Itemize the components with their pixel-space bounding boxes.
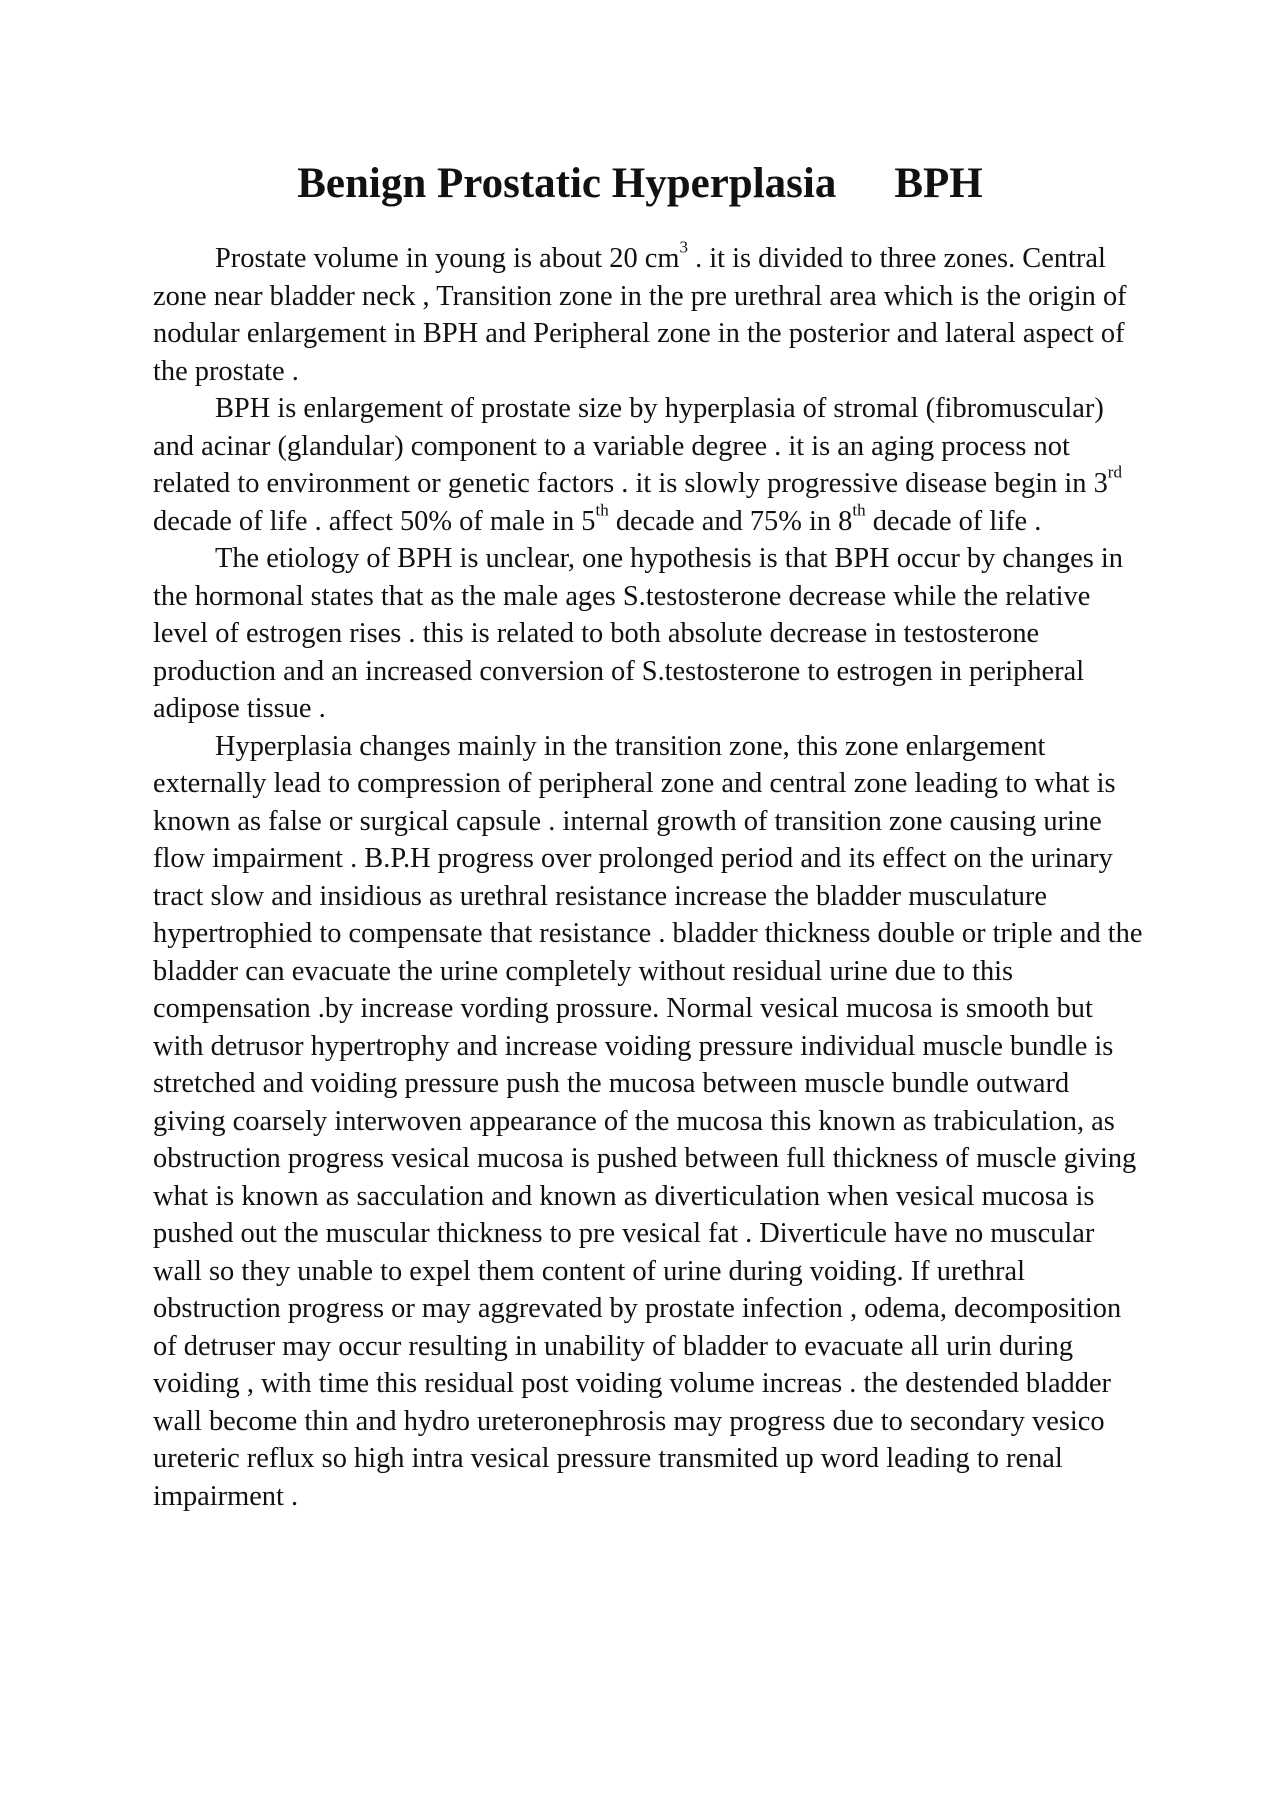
superscript: 3 xyxy=(679,237,688,257)
document-body xyxy=(153,237,1143,1515)
text-run: BPH is enlargement of prostate size by hyperplasia of stromal (fibromuscular) and acinar (glandular) component to a variable degree . it is an aging process not related to environment or genetic factors . it is slowly progressive disease begin in 3 xyxy=(153,393,1108,499)
text-run: Hyperplasia changes mainly in the transition zone, this zone enlargement externally lead to compression of peripheral zone and central zone leading to what is known as false or surgical capsule . internal growth of transition zone causing urine flow impairment . B.P.H progress over prolonged period and its effect on the urinary tract slow and insidious as urethral resistance increase the bladder musculature hypertrophied to compensate that resistance . bladder thickness double or triple and the bladder can evacuate the urine completely without residual urine due to this compensation .by increase vording prossure. Normal vesical mucosa is smooth but with detrusor hypertrophy and increase voiding pressure individual muscle bundle is stretched and voiding pressure push the mucosa between muscle bundle outward giving coarsely interwoven appearance of the mucosa this known as trabiculation, as obstruction progress vesical mucosa is pushed between full thickness of muscle giving what is known as sacculation and known as diverticulation when vesical mucosa is pushed out the muscular thickness to pre vesical fat . Diverticule have no muscular wall so they unable to expel them content of urine during voiding. If urethral obstruction progress or may aggrevated by prostate infection , odema, decomposition of detruser may occur resulting in unability of bladder to evacuate all urin during voiding , with time this residual post voiding volume increas . the destended bladder wall become thin and hydro ureteronephrosis may progress due to secondary vesico ureteric reflux so high intra vesical pressure transmited up word leading to renal impairment . xyxy=(153,730,1143,1512)
paragraph-pathophysiology xyxy=(153,728,1143,1516)
text-run: Prostate volume in young is about 20 cm xyxy=(215,243,680,274)
superscript: th xyxy=(595,500,609,520)
paragraph-definition xyxy=(153,390,1143,540)
superscript: rd xyxy=(1107,462,1122,482)
page-title xyxy=(0,158,1280,210)
text-run: The etiology of BPH is unclear, one hypothesis is that BPH occur by changes in the hormonal states that as the male ages S.testosterone decrease while the relative level of estrogen rises . this is related to both absolute decrease in testosterone production and an increased conversion of S.testosterone to estrogen in peripheral adipose tissue . xyxy=(153,543,1124,724)
title-abbreviation: BPH xyxy=(894,160,983,207)
paragraph-zones xyxy=(153,237,1143,390)
text-run: decade of life . xyxy=(865,505,1042,537)
text-run: decade of life . affect 50% of male in 5 xyxy=(153,505,596,537)
text-run: decade and 75% in 8 xyxy=(608,505,853,537)
title-main: Benign Prostatic Hyperplasia xyxy=(297,160,837,207)
superscript: th xyxy=(852,500,866,520)
paragraph-etiology xyxy=(153,540,1143,728)
text-run: . it is divided to three zones. Central zone near bladder neck , Transition zone in the pre urethral area which is the origin of nodular enlargement in BPH and Peripheral zone in the posterior and lateral aspect of the prostate . xyxy=(153,243,1127,387)
